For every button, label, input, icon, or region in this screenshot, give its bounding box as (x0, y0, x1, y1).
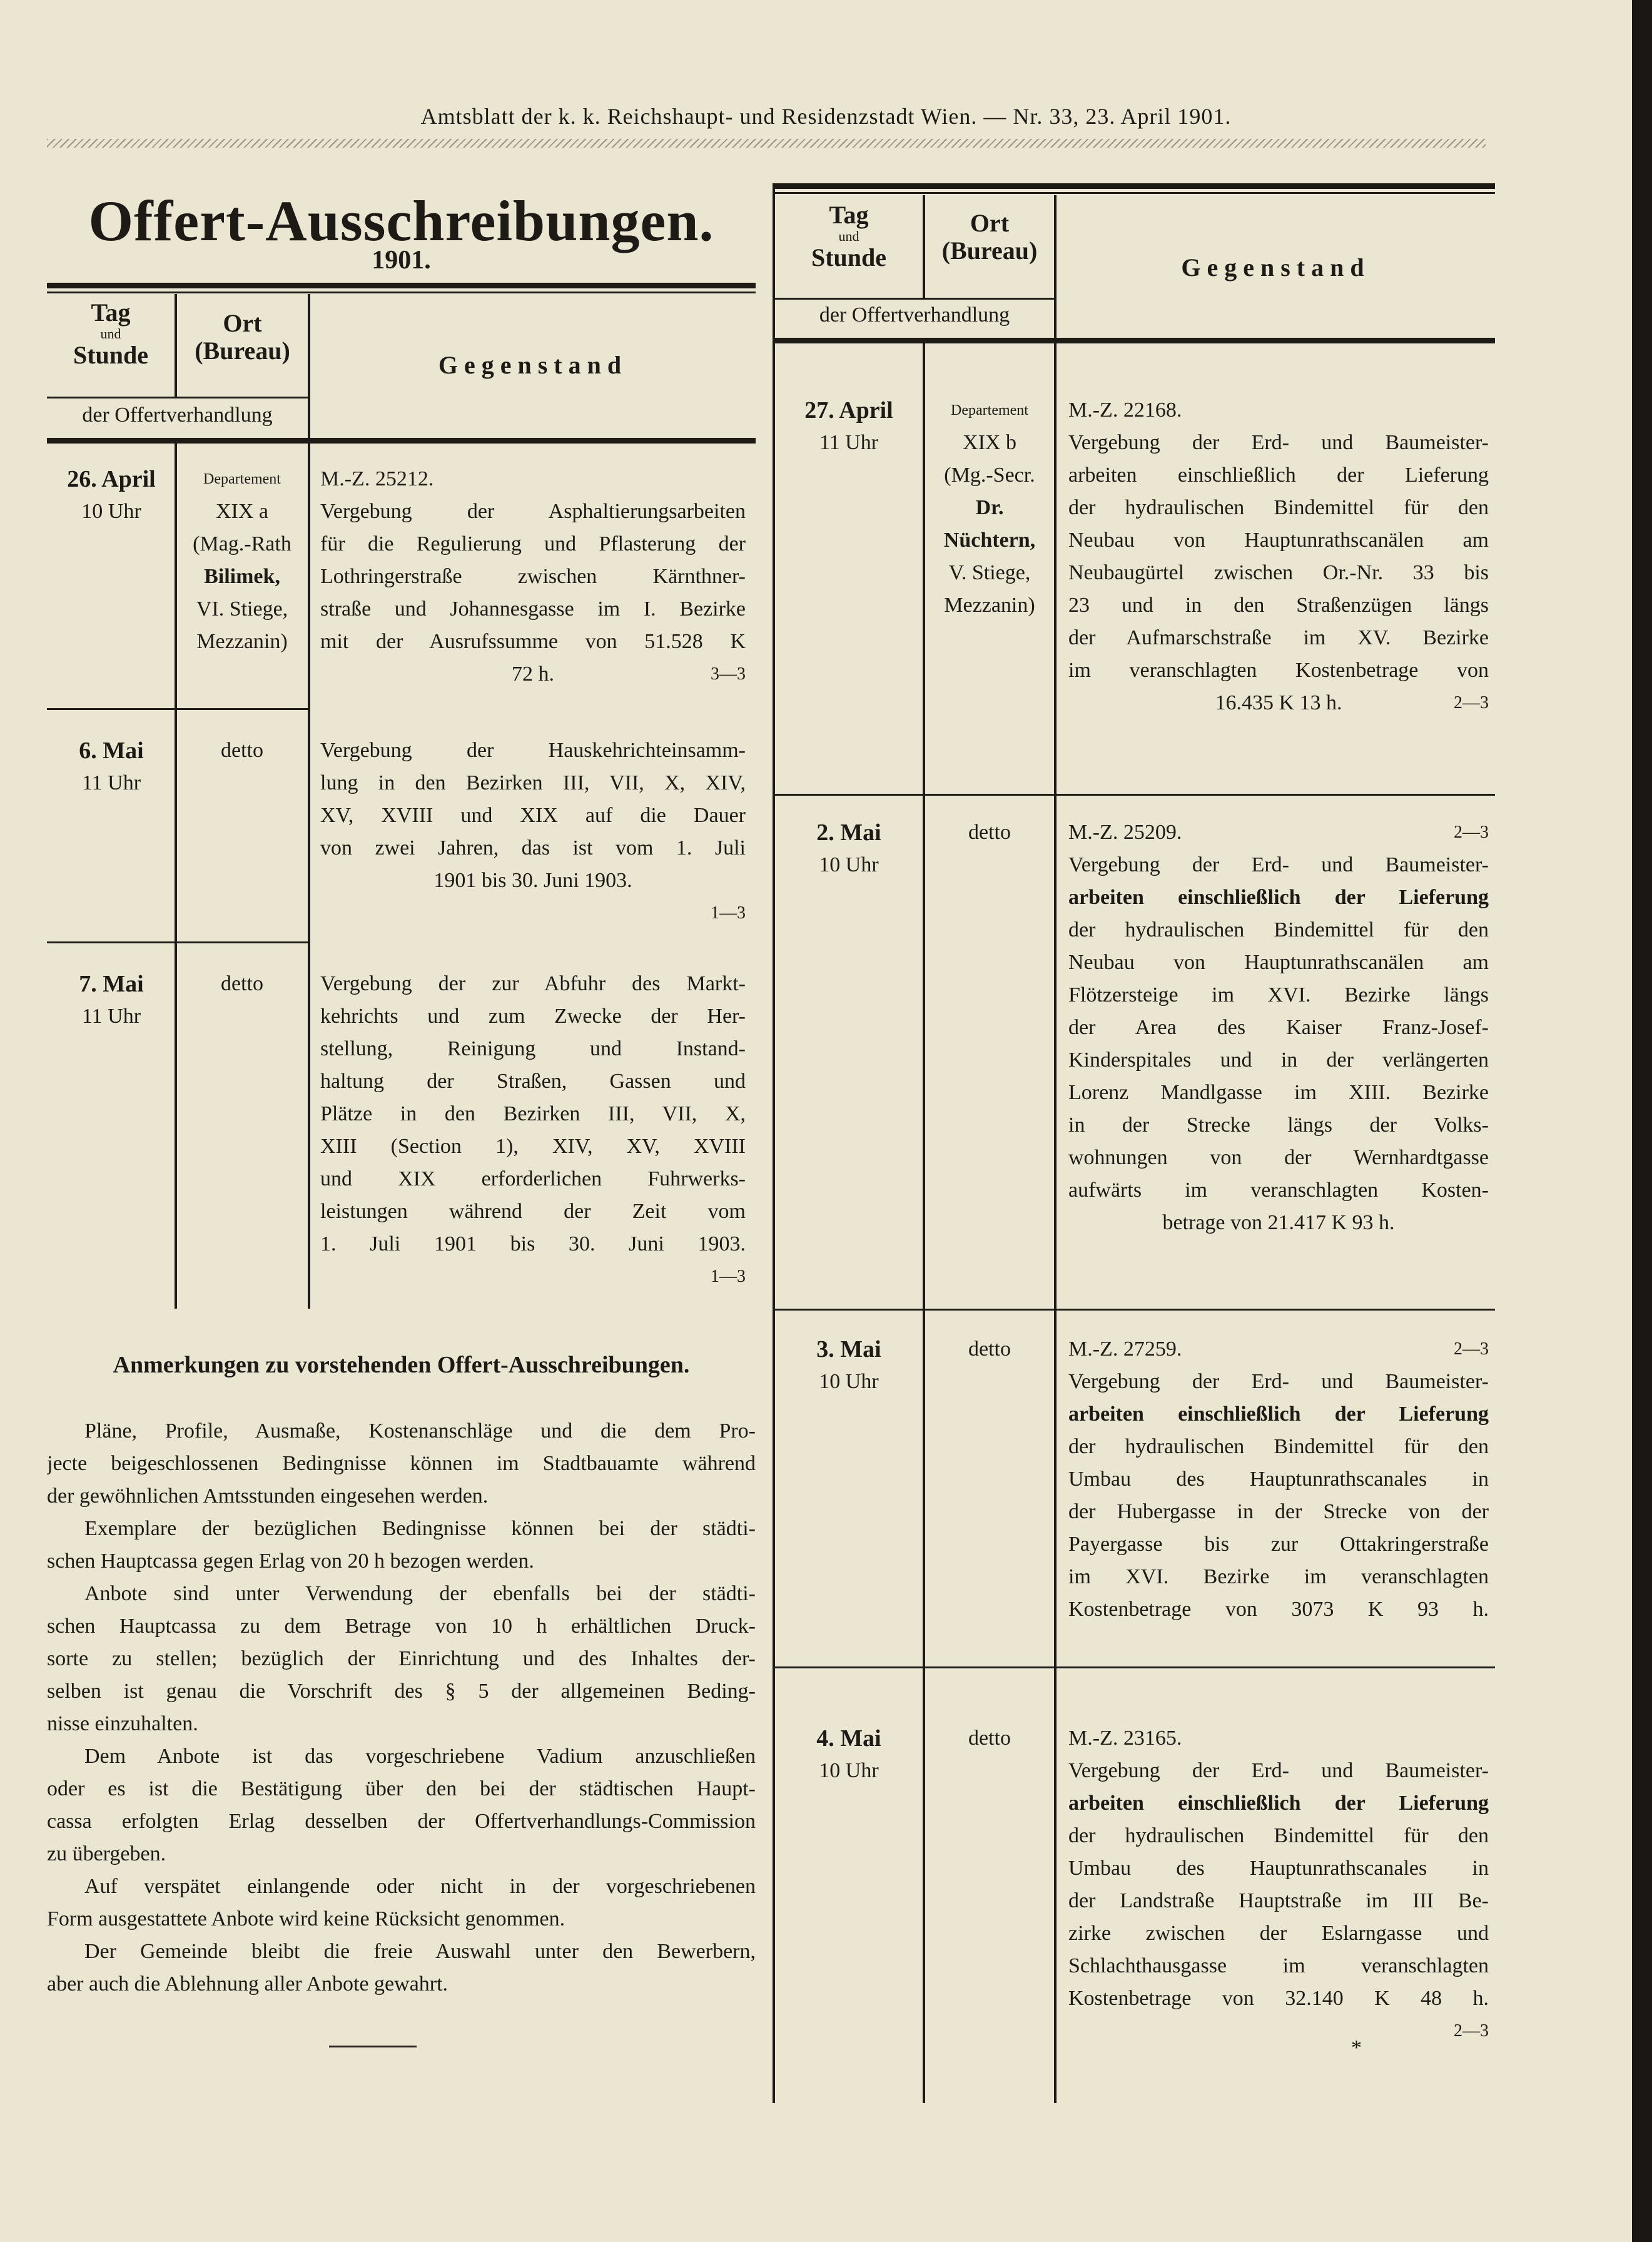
text-line: 11 Uhr (819, 431, 879, 454)
text-line: 10 Uhr (819, 1759, 879, 1782)
text-line: Der Gemeinde bleibt die freie Auswahl unter den Bewerbern, (84, 1940, 756, 1963)
text-line: 10 Uhr (819, 853, 879, 876)
text-line: Vergebung der Erd- und Baumeister- (1068, 1759, 1489, 1782)
text-line: 10 Uhr (819, 1370, 879, 1393)
text-line: der Aufmarschstraße im XV. Bezirke (1068, 626, 1489, 649)
text-line: XIII (Section 1), XIV, XV, XVIII (320, 1135, 746, 1158)
text-line: kehrichts und zum Zwecke der Her- (320, 1005, 746, 1028)
text-line: mit der Ausrufssumme von 51.528 K (320, 630, 746, 653)
insertion-count: 2—3 (1454, 693, 1489, 713)
text-line: arbeiten einschließlich der Lieferung (1068, 1792, 1489, 1815)
office-cell (926, 394, 1053, 622)
text-line: Vergebung der Erd- und Baumeister- (1068, 431, 1489, 454)
text-line: 4. Mai (816, 1725, 881, 1752)
text-line: 23 und in den Straßenzügen längs (1068, 594, 1489, 617)
text-line: Exemplare der bezüglichen Bedingnisse können bei der städti- (84, 1517, 756, 1540)
text-line (1068, 816, 1489, 849)
text-line: detto (968, 1337, 1011, 1361)
office-cell (926, 816, 1053, 849)
text-line: detto (968, 821, 1011, 844)
rule (47, 283, 756, 288)
text-line: detto (221, 972, 263, 995)
text-line: Flötzersteige im XVI. Bezirke längs (1068, 983, 1489, 1007)
subject-cell (1068, 394, 1489, 719)
closing-rule (329, 2046, 417, 2047)
text-line: (Mag.-Rath (193, 532, 291, 555)
header-tag (775, 201, 923, 271)
text-line: 3. Mai (816, 1336, 881, 1362)
text-line: 1—3 (711, 1267, 746, 1286)
header-verhandlung: der Offertverhandlung (819, 303, 1010, 327)
text-line: aber auch die Ablehnung aller Anbote gewahrt. (47, 1972, 448, 1996)
text-line: Mezzanin) (196, 630, 288, 653)
header-stunde-label: Stunde (811, 243, 887, 271)
header-bureau-label: (Bureau) (941, 236, 1038, 265)
text-line: 6. Mai (79, 738, 144, 764)
text-line: in der Strecke längs der Volks- (1068, 1113, 1489, 1137)
office-cell (178, 734, 307, 767)
text-line: Departement (951, 402, 1028, 418)
column-rule (1054, 195, 1057, 2103)
text-line: Vergebung der zur Abfuhr des Markt- (320, 972, 746, 995)
text-line: Bilimek, (204, 565, 280, 588)
text-line: sorte zu stellen; bezüglich der Einrichtung und des Inhaltes der- (47, 1647, 756, 1670)
text-line: 11 Uhr (81, 1005, 141, 1028)
scan-edge (1632, 0, 1652, 2242)
text-line: 27. April (804, 397, 893, 424)
text-line: M.-Z. 25212. (320, 467, 434, 490)
rule (47, 292, 756, 293)
text-line: lung in den Bezirken III, VII, X, XIV, (320, 771, 746, 794)
text-line: stellung, Reinigung und Instand- (320, 1037, 746, 1060)
text-line: straße und Johannesgasse im I. Bezirke (320, 597, 746, 621)
text-line: der hydraulischen Bindemittel für den (1068, 1435, 1489, 1458)
header-verhandlung: der Offertverhandlung (82, 403, 273, 427)
text-line: der Area des Kaiser Franz-Josef- (1068, 1016, 1489, 1039)
column-rule (308, 294, 310, 1309)
notes-body (47, 1415, 756, 2001)
text-line: VI. Stiege, (196, 597, 288, 621)
text-line (1068, 687, 1489, 719)
footer-mark: * (1351, 2036, 1362, 2059)
office-cell (178, 968, 307, 1000)
text-line: detto (968, 1727, 1011, 1750)
insertion-count: 2—3 (1454, 823, 1489, 842)
text-line: Dem Anbote ist das vorgeschriebene Vadium anzuschließen (84, 1745, 756, 1768)
column-rule (175, 444, 177, 1309)
text-line: XIX b (963, 431, 1016, 454)
subject-cell (1068, 816, 1489, 1239)
text-line: oder es ist die Bestätigung über den bei der städtischen Haupt- (47, 1777, 756, 1800)
text-line: Auf verspätet einlangende oder nicht in der vorgeschriebenen (84, 1875, 756, 1898)
text-line: Neubau von Hauptunrathscanälen am (1068, 529, 1489, 552)
text-line: Umbau des Hauptunrathscanales in (1068, 1857, 1489, 1880)
subject-cell (320, 968, 746, 1293)
text-line: für die Regulierung und Pflasterung der (320, 532, 746, 555)
text-line: Form ausgestattete Anbote wird keine Rücksicht genommen. (47, 1907, 565, 1930)
row-rule (773, 1666, 1495, 1668)
header-ort (925, 210, 1054, 265)
office-cell (926, 1333, 1053, 1366)
text-line: wohnungen von der Wernhardtgasse (1068, 1146, 1489, 1169)
text-line: der Hubergasse in der Strecke von der (1068, 1500, 1489, 1523)
page-divider (773, 186, 775, 2103)
text-line: aufwärts im veranschlagten Kosten- (1068, 1179, 1489, 1202)
text-line: Payergasse bis zur Ottakringerstraße (1068, 1533, 1489, 1556)
text-line: Departement (203, 471, 281, 487)
running-head: Amtsblatt der k. k. Reichshaupt- und Residenzstadt Wien. — Nr. 33, 23. April 1901. (420, 104, 1232, 129)
header-gegenstand: Gegenstand (1181, 253, 1371, 282)
text-line: 2. Mai (816, 819, 881, 846)
text-line: 11 Uhr (81, 771, 141, 794)
text-line: der hydraulischen Bindemittel für den (1068, 496, 1489, 519)
text-line: der hydraulischen Bindemittel für den (1068, 1824, 1489, 1847)
text-line: der Landstraße Hauptstraße im III Be- (1068, 1889, 1489, 1912)
text-line: Dr. (975, 496, 1004, 519)
header-tag-label: Tag (91, 298, 131, 327)
wavy-rule (47, 139, 1486, 148)
header-ort (177, 310, 308, 365)
text-line: arbeiten einschließlich der Lieferung (1068, 464, 1489, 487)
rule (47, 438, 756, 444)
rule (773, 192, 1495, 194)
text-line: Kostenbetrage von 32.140 K 48 h. (1068, 1987, 1489, 2010)
header-ort-label: Ort (970, 209, 1010, 237)
text-line: Kinderspitales und in der verlängerten (1068, 1048, 1489, 1072)
subject-cell (1068, 1722, 1489, 2047)
text-line (1068, 1333, 1489, 1366)
text-line: Schlachthausgasse im veranschlagten (1068, 1954, 1489, 1977)
page-title: Offert-Ausschreibungen. (88, 189, 714, 253)
rule (773, 338, 1495, 343)
text-line: cassa erfolgten Erlag desselben der Offertverhandlungs-Commission (47, 1810, 756, 1833)
header-gegenstand: Gegenstand (438, 351, 628, 379)
text-line: 2—3 (1454, 2021, 1489, 2041)
text-line: Lothringerstraße zwischen Kärnthner- (320, 565, 746, 588)
text-line: 1. Juli 1901 bis 30. Juni 1903. (320, 1232, 746, 1255)
text-line: XV, XVIII und XIX auf die Dauer (320, 804, 746, 827)
date-time-cell (49, 968, 174, 1033)
text-line: M.-Z. 22168. (1068, 398, 1182, 422)
text-line: im veranschlagten Kostenbetrage von (1068, 659, 1489, 682)
date-time-cell (776, 816, 922, 881)
text-line: 26. April (67, 466, 156, 492)
notes-heading: Anmerkungen zu vorstehenden Offert-Ausschreibungen. (113, 1352, 690, 1378)
row-rule (773, 794, 1495, 796)
text-line: von zwei Jahren, das ist vom 1. Juli (320, 836, 746, 860)
text-line: M.-Z. 23165. (1068, 1727, 1182, 1750)
header-tag-label: Tag (829, 201, 869, 229)
date-time-cell (49, 463, 174, 528)
header-tag (47, 299, 175, 369)
date-time-cell (49, 734, 174, 799)
text-line (320, 658, 746, 691)
text-line: 10 Uhr (81, 500, 141, 523)
header-ort-label: Ort (223, 309, 262, 337)
text-line-content: M.-Z. 27259. (1068, 1337, 1182, 1361)
text-line: Plätze in den Bezirken III, VII, X, (320, 1102, 746, 1125)
text-line-content: M.-Z. 25209. (1068, 821, 1182, 844)
text-line: 1901 bis 30. Juni 1903. (433, 869, 632, 892)
text-line: der hydraulischen Bindemittel für den (1068, 918, 1489, 941)
text-line: betrage von 21.417 K 93 h. (1162, 1211, 1395, 1234)
text-line: Nüchtern, (943, 529, 1036, 552)
text-line: Mezzanin) (944, 594, 1035, 617)
text-line: Neubaugürtel zwischen Or.-Nr. 33 bis (1068, 561, 1489, 584)
text-line: arbeiten einschließlich der Lieferung (1068, 1403, 1489, 1426)
text-line: arbeiten einschließlich der Lieferung (1068, 886, 1489, 909)
text-line: jecte beigeschlossenen Bedingnisse können im Stadtbauamte während (47, 1452, 756, 1475)
rule (773, 298, 1054, 300)
text-line: detto (221, 739, 263, 762)
text-line: schen Hauptcassa zu dem Betrage von 10 h erhältlichen Druck- (47, 1615, 756, 1638)
subject-cell (320, 734, 746, 930)
header-und-label: und (838, 228, 859, 244)
text-line: und XIX erforderlichen Fuhrwerks- (320, 1167, 746, 1190)
text-line: zirke zwischen der Eslarngasse und (1068, 1922, 1489, 1945)
row-rule (773, 1309, 1495, 1311)
text-line: V. Stiege, (948, 561, 1031, 584)
text-line-content: 16.435 K 13 h. (1215, 691, 1342, 714)
text-line: im XVI. Bezirke im veranschlagten (1068, 1565, 1489, 1588)
text-line: leistungen während der Zeit vom (320, 1200, 746, 1223)
header-stunde-label: Stunde (73, 341, 149, 369)
header-bureau-label: (Bureau) (195, 337, 290, 365)
office-cell (178, 463, 307, 658)
text-line: der gewöhnlichen Amtsstunden eingesehen werden. (47, 1484, 489, 1508)
subject-cell (320, 463, 746, 691)
date-time-cell (776, 1333, 922, 1398)
text-line: 7. Mai (79, 971, 144, 997)
date-time-cell (776, 394, 922, 459)
column-rule (923, 343, 925, 2103)
text-line: Anbote sind unter Verwendung der ebenfalls bei der städti- (84, 1582, 756, 1605)
text-line: Vergebung der Erd- und Baumeister- (1068, 853, 1489, 876)
insertion-count: 3—3 (711, 664, 746, 684)
text-line: schen Hauptcassa gegen Erlag von 20 h bezogen werden. (47, 1550, 534, 1573)
rule (773, 183, 1495, 189)
subject-cell (1068, 1333, 1489, 1626)
text-line: Umbau des Hauptunrathscanales in (1068, 1468, 1489, 1491)
text-line: Vergebung der Hauskehrichteinsamm- (320, 739, 746, 762)
rule (47, 397, 308, 398)
text-line: (Mg.-Secr. (944, 464, 1035, 487)
insertion-count: 2—3 (1454, 1339, 1489, 1359)
text-line: Neubau von Hauptunrathscanälen am (1068, 951, 1489, 974)
text-line: haltung der Straßen, Gassen und (320, 1070, 746, 1093)
row-rule (47, 941, 308, 943)
header-und-label: und (100, 326, 121, 342)
text-line: Vergebung der Asphaltierungsarbeiten (320, 500, 746, 523)
office-cell (926, 1722, 1053, 1755)
text-line-content: 72 h. (512, 662, 554, 686)
date-time-cell (776, 1722, 922, 1787)
text-line: selben ist genau die Vorschrift des § 5 der allgemeinen Beding- (47, 1680, 756, 1703)
text-line: zu übergeben. (47, 1842, 166, 1865)
year: 1901. (372, 246, 431, 275)
text-line: Lorenz Mandlgasse im XIII. Bezirke (1068, 1081, 1489, 1104)
text-line: nisse einzuhalten. (47, 1712, 198, 1735)
text-line: Pläne, Profile, Ausmaße, Kostenanschläge und die dem Pro- (84, 1419, 756, 1443)
text-line: Kostenbetrage von 3073 K 93 h. (1068, 1598, 1489, 1621)
text-line: 1—3 (711, 903, 746, 923)
text-line: Vergebung der Erd- und Baumeister- (1068, 1370, 1489, 1393)
text-line: XIX a (215, 500, 269, 523)
row-rule (47, 708, 308, 710)
